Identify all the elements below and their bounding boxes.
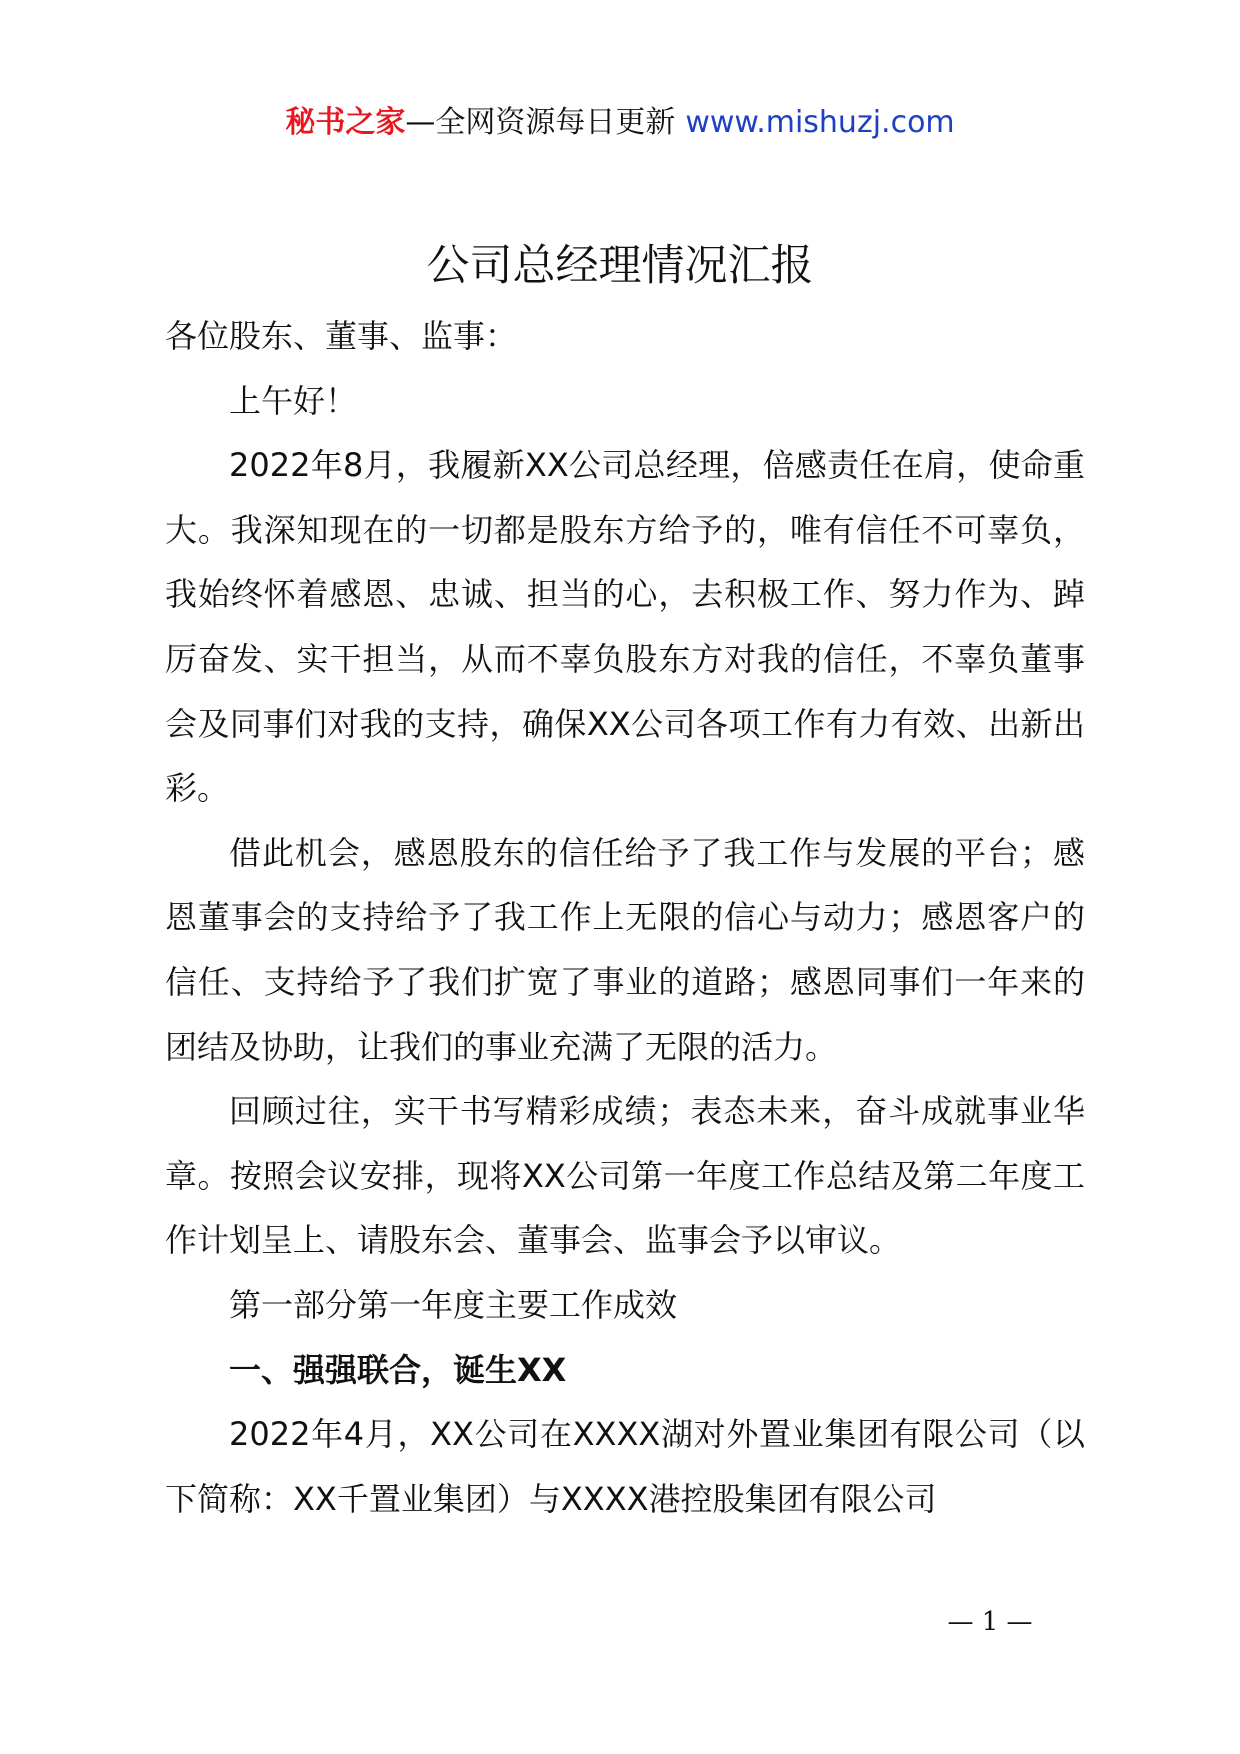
section-heading: 一、强强联合，诞生XX	[229, 1350, 567, 1389]
document-body	[165, 304, 1085, 1531]
body-paragraph: 2022年8月，我履新XX公司总经理，倍感责任在肩，使命重大。我深知现在的一切都是股东方给予的，唯有信任不可辜负，我始终怀着感恩、忠诚、担当的心，去积极工作、努力作为、踔厉奋发、实干担当，从而不辜负股东方对我的信任，不辜负董事会及同事们对我的支持，确保XX公司各项工作有力有效、出新出彩。	[165, 446, 1085, 808]
banner-url-link[interactable]: www.mishuzj.com	[685, 105, 955, 140]
page-number: — 1 —	[947, 1607, 1033, 1637]
banner-brand: 秘书之家	[285, 105, 406, 140]
body-paragraph: 2022年4月，XX公司在XXXX湖对外置业集团有限公司（以下简称：XX千置业集团）与XXXX港控股集团有限公司	[165, 1415, 1085, 1518]
site-banner	[0, 101, 1240, 145]
document-title: 公司总经理情况汇报	[426, 241, 814, 291]
body-paragraph: 借此机会，感恩股东的信任给予了我工作与发展的平台；感恩董事会的支持给予了我工作上无限的信心与动力；感恩客户的信任、支持给予了我们扩宽了事业的道路；感恩同事们一年来的团结及协助，让我们的事业充满了无限的活力。	[165, 833, 1085, 1066]
greeting: 上午好！	[229, 381, 358, 420]
part-heading: 第一部分第一年度主要工作成效	[229, 1285, 678, 1324]
salutation: 各位股东、董事、监事：	[165, 317, 518, 355]
banner-slogan: —全网资源每日更新	[405, 105, 676, 140]
body-paragraph: 回顾过往，实干书写精彩成绩；表态未来，奋斗成就事业华章。按照会议安排，现将XX公司第一年度工作总结及第二年度工作计划呈上、请股东会、董事会、监事会予以审议。	[165, 1092, 1085, 1260]
